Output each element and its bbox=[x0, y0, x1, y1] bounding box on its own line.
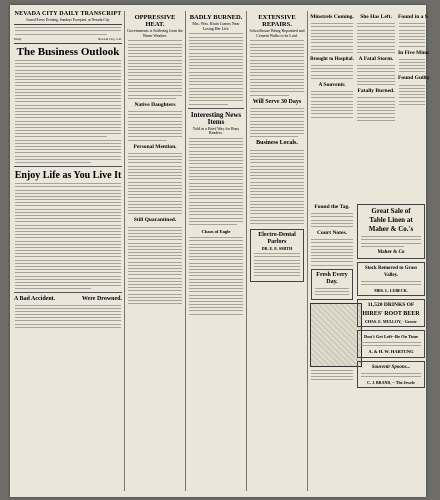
headline-interesting-news: Interesting News Items bbox=[190, 110, 242, 126]
headline-oppressive-heat: OPPRESSIVE HEAT. bbox=[134, 14, 176, 28]
headline-business-outlook: The Business Outlook bbox=[16, 45, 120, 58]
headline-enjoy-life: Enjoy Life as You Live It bbox=[14, 169, 122, 181]
article-body bbox=[14, 60, 122, 163]
newspaper-page bbox=[10, 5, 430, 497]
ad-fresh-title: Fresh Every Day. bbox=[316, 271, 348, 285]
headline-a-souvenir: A Souvenir. bbox=[318, 81, 346, 88]
ad-table-linen bbox=[357, 204, 425, 259]
ad-grass-valley bbox=[357, 262, 425, 296]
column-4 bbox=[249, 11, 305, 491]
headline-brought-to-hospital: Brought to Hospital. bbox=[310, 56, 354, 62]
headline-badly-burned: BADLY BURNED. bbox=[189, 14, 243, 21]
headline-found-the-tag: Found the Tag. bbox=[314, 204, 350, 210]
ad-mulloy: CHAS. E. MULLOY, - Grocer bbox=[365, 318, 417, 324]
headline-court-notes: Court Notes. bbox=[317, 229, 347, 236]
ad-jeweler bbox=[357, 361, 425, 388]
headline-business-locals: Business Locals. bbox=[256, 140, 298, 147]
ad-maher: Maher & Co bbox=[377, 249, 405, 255]
subhead-extensive-repairs: Schoolhouse Being Repainted and Cement Walks to be Laid. bbox=[249, 28, 305, 38]
headline-fatally-burned: Fatally Burned. bbox=[357, 88, 395, 95]
ad-drinks: 11,520 DRINKS OF bbox=[367, 301, 415, 308]
headline-five-minutes: In Five Minu bbox=[398, 49, 429, 56]
headline-she-has-left: She Has Left. bbox=[360, 14, 392, 20]
ad-electro-dental-title: Electro-Dental Parlors bbox=[258, 231, 296, 245]
column-5 bbox=[310, 11, 354, 197]
column-5-lower bbox=[310, 201, 354, 491]
column-1 bbox=[14, 11, 122, 491]
headline-still-quarantined: Still Quarantined. bbox=[133, 217, 177, 224]
article-body-2 bbox=[14, 183, 122, 289]
headline-found-guilty: Found Guilty bbox=[398, 75, 430, 82]
headline-minstrels: Minstrels Coming. bbox=[310, 14, 354, 20]
ad-rootbeer: HIRES' ROOT BEER bbox=[362, 310, 420, 317]
masthead-left: Daily bbox=[14, 36, 22, 41]
headline-will-serve: Will Serve 30 Days bbox=[252, 98, 302, 105]
headline-were-drowned: Were Drowned. bbox=[81, 296, 122, 303]
ad-sale-line3: Maher & Co.'s bbox=[368, 225, 414, 233]
headline-fatal-storm: A Fatal Storm. bbox=[358, 55, 394, 62]
ad-hardware bbox=[357, 330, 425, 359]
ad-dont-get-left: Don't Get Left--Be On Time bbox=[363, 333, 419, 339]
headline-bad-accident: A Bad Accident. bbox=[14, 296, 56, 303]
headline-native-daughters: Native Daughters bbox=[134, 101, 176, 108]
headline-personal-mention: Personal Mention. bbox=[133, 143, 177, 150]
ad-root-beer bbox=[357, 299, 425, 327]
ads-column bbox=[356, 201, 426, 491]
masthead-subtitle: Issued Every Evening, Sundays Excepted, at Nevada City bbox=[26, 18, 110, 22]
column-7 bbox=[398, 11, 430, 197]
ad-illustration-box bbox=[310, 303, 362, 367]
ad-fresh-every-day bbox=[311, 269, 353, 301]
subhead-badly-burned: Mrs. Wm. Kluin Comes Near Losing Her Life. bbox=[192, 21, 240, 31]
ad-hartung: A. & H. W. HARTUNG bbox=[368, 349, 414, 355]
headline-extensive-repairs: EXTENSIVE REPAIRS. bbox=[258, 14, 296, 28]
masthead-title: NEVADA CITY DAILY TRANSCRIPT bbox=[14, 11, 122, 17]
ad-sale-line1: Great Sale of bbox=[371, 207, 411, 215]
subhead-oppressive-heat: Governments is Suffering from the Warm Weather. bbox=[127, 28, 183, 38]
ad-sale-line2: Table Linen at bbox=[369, 216, 413, 224]
ad-grass-title: Stock Removed to Grass Valley. bbox=[364, 265, 418, 278]
ad-brand: C. J. BRAND, -- The Jewele bbox=[367, 379, 415, 385]
ad-electro-dental-doctor: DR. E. E. SMITH bbox=[261, 245, 293, 251]
headline-chaos-of-eagle: Chaos of Eagle bbox=[201, 228, 231, 234]
column-2 bbox=[127, 11, 183, 491]
column-6 bbox=[356, 11, 396, 197]
subhead-interesting-news: Told in a Brief Way for Busy Readers. bbox=[192, 125, 240, 136]
ad-lubeck: MRS. L. LUBECK. bbox=[374, 287, 408, 293]
masthead-right: Nevada City, Cal. bbox=[97, 36, 122, 41]
ad-electro-dental bbox=[250, 229, 304, 282]
ad-souvenir-spoons: Souvenir Spoons... bbox=[371, 365, 411, 371]
column-3 bbox=[188, 11, 244, 491]
headline-found-in: Found in a S bbox=[398, 14, 428, 20]
